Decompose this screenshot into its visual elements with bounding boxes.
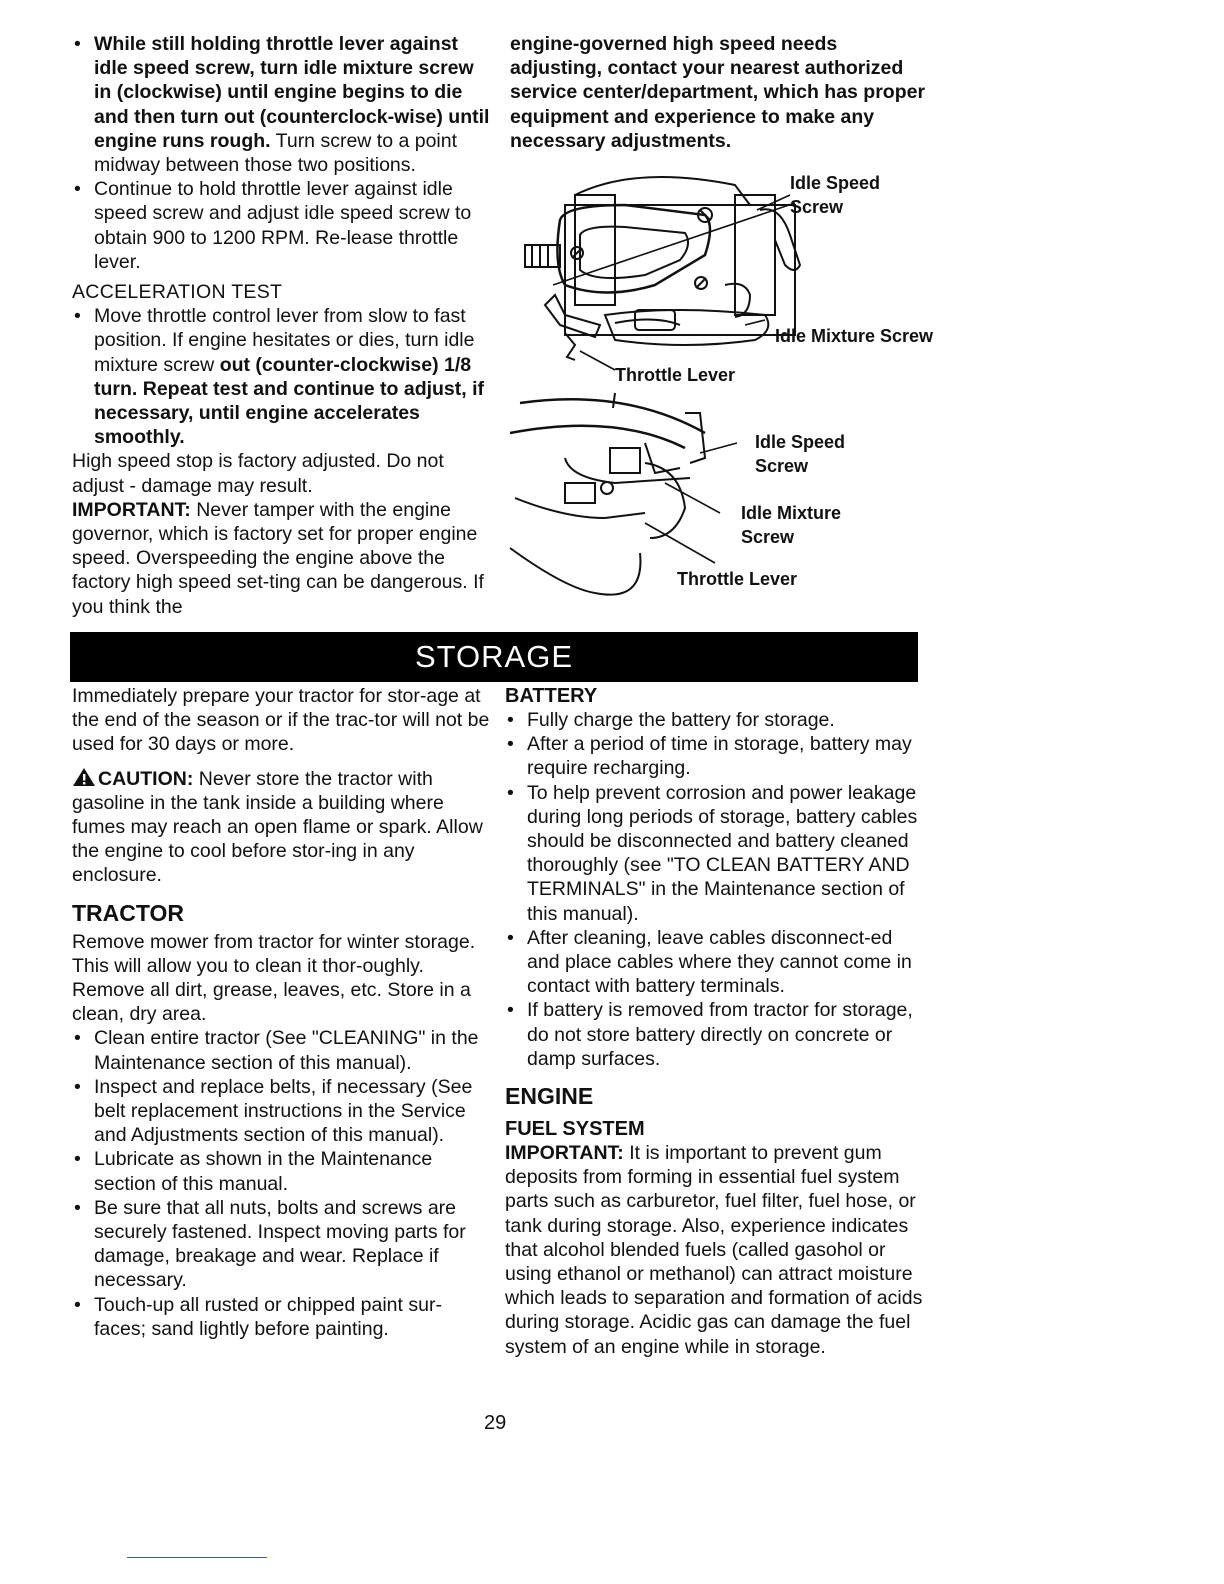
- fuel-system-heading: FUEL SYSTEM: [505, 1118, 645, 1141]
- list-item: • Clean entire tractor (See "CLEANING" in the Maintenance section of this manual).: [72, 1026, 492, 1074]
- list-item: • Lubricate as shown in the Maintenance section of this manual.: [72, 1147, 492, 1195]
- idle-speed-label-2: Idle Speed: [755, 432, 846, 452]
- carburetor-diagram: [505, 165, 945, 395]
- idle-adjust-list: [72, 32, 492, 274]
- list-item: • Touch-up all rusted or chipped paint sur-faces; sand lightly before painting.: [72, 1293, 492, 1341]
- list-item: • If battery is removed from tractor for storage, do not store battery directly on concrete or damp surfaces.: [505, 998, 925, 1071]
- governor-continued-text: engine-governed high speed needs adjusting, contact your nearest authorized service center/department, which has proper equipment and experience to make any necessary adjustments.: [510, 33, 926, 152]
- idle-mixture-screw-label: Idle Mixture Screw: [775, 326, 934, 346]
- screw-label: Screw: [790, 197, 844, 217]
- high-speed-note: High speed stop is factory adjusted. Do not adjust - damage may result.: [72, 450, 444, 497]
- idle-speed-label: Idle Speed: [790, 173, 881, 193]
- engine-heading: ENGINE: [505, 1083, 594, 1110]
- battery-heading: BATTERY: [505, 685, 598, 707]
- list-item: • Be sure that all nuts, bolts and screws are securely fastened. Inspect moving parts for damage, breakage and wear. Replace if necessary.: [72, 1196, 492, 1293]
- throttle-lever-label: Throttle Lever: [615, 365, 736, 385]
- important-note: IMPORTANT: Never tamper with the engine governor, which is factory set for proper engine speed. Overspeeding the engine above the factory high speed set-ting can be dangerous. If you think the: [72, 498, 484, 618]
- acceleration-test-heading: ACCELERATION TEST: [72, 281, 283, 304]
- storage-right-column: [505, 684, 925, 1359]
- list-item: • After a period of time in storage, battery may require recharging.: [505, 732, 925, 780]
- list-item: • Fully charge the battery for storage.: [505, 708, 925, 732]
- tractor-intro: Remove mower from tractor for winter storage. This will allow you to clean it thor-oughly. Remove all dirt, grease, leaves, etc. Store in a clean, dry area.: [72, 930, 476, 1026]
- list-item: • Continue to hold throttle lever against idle speed screw and adjust idle speed screw to obtain 900 to 1200 RPM. Re-lease throttle lever.: [72, 177, 492, 274]
- carburetor-illustration: [505, 165, 945, 395]
- engine-diagram: [505, 388, 925, 618]
- screw-label-3: Screw: [741, 527, 795, 547]
- storage-section-banner: STORAGE: [70, 632, 918, 682]
- list-item: • Move throttle control lever from slow to fast position. If engine hesitates or dies, turn idle mixture screw out (counter-clockwise) 1/8 turn. Repeat test and continue to adjust, if necessary, until engine accelerates smoothly.: [72, 304, 492, 449]
- fuel-system-text: IMPORTANT: It is important to prevent gum deposits from forming in essential fuel system parts such as carburetor, fuel filter, fuel hose, or tank during storage. Also, experience indicates that alcohol blended fuels (called gasohol or using ethanol or methanol) can attract moisture which leads to separation and formation of acids during storage. Acidic gas can damage the fuel system of an engine while in storage.: [505, 1142, 923, 1358]
- acceleration-list: [72, 304, 492, 449]
- tractor-list: [72, 1026, 492, 1341]
- footer-rule: [127, 1557, 267, 1558]
- battery-list: [505, 708, 925, 1071]
- page-number: 29: [484, 1412, 507, 1434]
- screw-label-2: Screw: [755, 456, 809, 476]
- list-item: • After cleaning, leave cables disconnect-ed and place cables where they cannot come in contact with battery terminals.: [505, 926, 925, 999]
- idle-mixture-label-2: Idle Mixture: [741, 503, 842, 523]
- top-right-column: [510, 32, 930, 153]
- tractor-heading: TRACTOR: [72, 899, 185, 926]
- storage-intro: Immediately prepare your tractor for stor-age at the end of the season or if the trac-tor will not be used for 30 days or more.: [72, 685, 490, 756]
- throttle-lever-label-2: Throttle Lever: [677, 569, 798, 589]
- list-item: • To help prevent corrosion and power leakage during long periods of storage, battery cables should be disconnected and battery cleaned thoroughly (see "TO CLEAN BATTERY AND TERMINALS" in the Maintenance section of this manual).: [505, 781, 925, 926]
- top-left-column: [72, 32, 492, 619]
- storage-left-column: [72, 684, 492, 1341]
- caution-note: CAUTION: Never store the tractor with gasoline in the tank inside a building where fumes may reach an open flame or spark. Allow the engine to cool before stor-ing in any enclosure.: [72, 767, 483, 887]
- list-item: • Inspect and replace belts, if necessary (See belt replacement instructions in the Service and Adjustments section of this manual).: [72, 1075, 492, 1148]
- warning-triangle-icon: [72, 767, 96, 787]
- list-item: • While still holding throttle lever against idle speed screw, turn idle mixture screw in (clockwise) until engine begins to die and then turn out (counterclock-wise) until engine runs rough. Turn screw to a point midway between those two positions.: [72, 32, 492, 177]
